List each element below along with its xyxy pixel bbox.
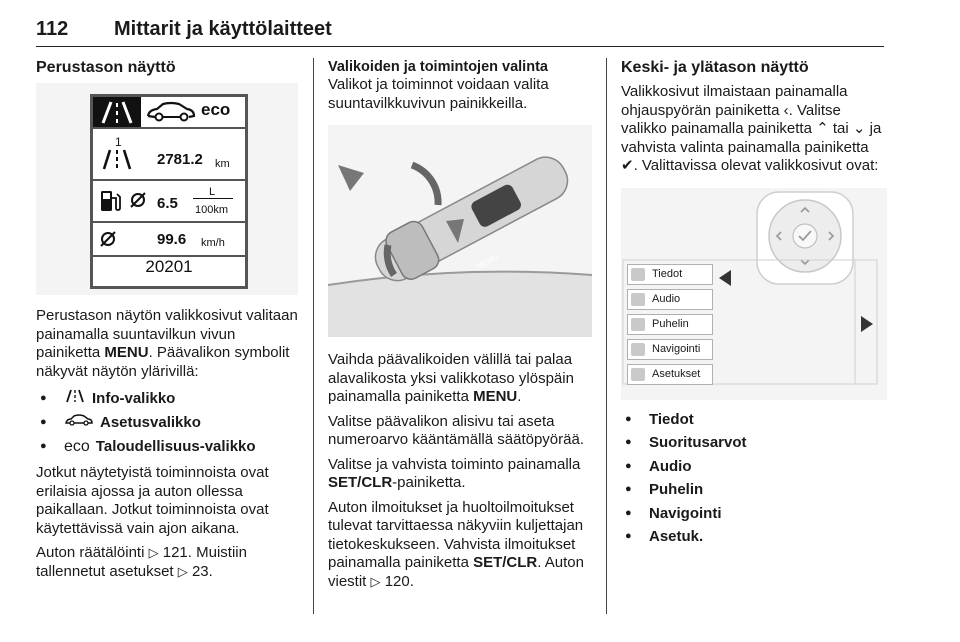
trip-number: 1 [115, 135, 122, 149]
paragraph: Valikkosivut ilmaistaan painamalla ohjauspyörän painiketta ‹. Valitse valikko painamalla painiketta ⌃ tai ⌄ ja vahvista valinta painamalla painiketta ✔. Valittavissa olevat valikkosivut ovat: [621, 83, 882, 174]
main-menu-symbols-list [36, 387, 298, 458]
road-icon [93, 97, 141, 127]
paragraph: Valikot ja toiminnot voidaan valita suuntavilkkuvivun painikkeilla. [328, 76, 549, 112]
list-item: ● Tiedot [621, 408, 887, 432]
chapter-title: Mittarit ja käyttölaitteet [114, 18, 332, 40]
chevron-left-icon: ‹ [783, 101, 789, 119]
paragraph: Auton räätälöinti ▷ 121. Muistiin tallennetut asetukset ▷ 23. [36, 544, 247, 580]
avg-fuel-value: 6.5 [157, 195, 178, 212]
page-header [36, 6, 884, 47]
arrow-left-icon [719, 270, 731, 286]
list-item: ● Asetuk. [621, 525, 887, 549]
menu-item[interactable]: Audio [627, 289, 713, 310]
fuel-pump-icon [99, 189, 121, 219]
avg-speed-value: 99.6 [157, 231, 187, 248]
lever-menu-label: MENU [474, 252, 500, 272]
avg-fuel-unit-top: L [209, 186, 216, 198]
list-item: ● eco Taloudellisuus-valikko [36, 435, 298, 459]
column-basic-display [36, 58, 298, 587]
menu-item[interactable]: Navigointi [627, 339, 713, 360]
chevron-down-icon: ⌄ [852, 120, 866, 137]
lever-illustration [328, 125, 592, 337]
odometer: 20201 [145, 257, 193, 276]
column-divider [606, 58, 607, 614]
paragraph: Auton ilmoitukset ja huoltoilmoitukset tulevat tarvittaessa näkyviin kuljettajan tietokeskukseen. Vahvista ilmoitukset painamalla painiketta SET/CLR. Auton viestit ▷ 120. [328, 498, 584, 590]
turn-signal-lever-figure [328, 125, 592, 337]
arrow-ref-icon: ▷ [177, 563, 188, 579]
section-heading: Perustason näyttö [36, 59, 176, 76]
paragraph: Valitse päävalikon alisivu tai aseta numeroarvo kääntämällä säätöpyörää. [328, 412, 584, 448]
info-icon [631, 268, 645, 281]
road-icon [64, 387, 86, 411]
trip-distance-unit: km [215, 158, 230, 170]
list-item: ● Puhelin [621, 478, 887, 502]
road-icon [99, 147, 135, 177]
menu-item[interactable]: Asetukset [627, 364, 713, 385]
avg-speed-unit: km/h [201, 237, 225, 249]
instrument-cluster-figure [36, 83, 298, 295]
navigation-icon [631, 343, 645, 356]
fraction-bar [193, 198, 233, 199]
column-divider [313, 58, 314, 614]
hand-arrow-icon [338, 165, 364, 191]
list-item: ● Audio [621, 455, 887, 479]
avg-fuel-unit-bottom: 100km [195, 204, 229, 216]
cluster-top-row [93, 97, 245, 129]
chevron-up-icon: ⌃ [816, 120, 829, 137]
paragraph: Vaihda päävalikoiden välillä tai palaa alavalikosta yksi valikkotaso ylöspäin painamalla painiketta MENU. [328, 351, 574, 405]
menu-item[interactable]: Tiedot [627, 264, 713, 285]
eco-icon: eco [64, 437, 90, 455]
arrow-ref-icon: ▷ [148, 545, 159, 561]
eco-label: eco [201, 100, 231, 119]
cluster-speed-row [93, 223, 245, 257]
average-icon [129, 191, 147, 215]
menu-key-label: MENU [104, 344, 149, 361]
list-item: ● Asetusvalikko [36, 411, 298, 435]
menu-list [627, 264, 713, 389]
section-heading: Keski- ja ylätason näyttö [621, 59, 809, 76]
section-heading: Valikoiden ja toimintojen valinta [328, 59, 548, 75]
paragraph: Valitse ja vahvista toiminto painamalla SET/CLR-painiketta. [328, 455, 581, 491]
phone-icon [631, 318, 645, 331]
cluster-fuel-row [93, 181, 245, 223]
menu-item[interactable]: Puhelin [627, 314, 713, 335]
music-icon [631, 293, 645, 306]
average-icon [99, 230, 117, 254]
menu-pages-list [621, 408, 887, 549]
settings-icon [631, 368, 645, 381]
list-item: ● Info-valikko [36, 387, 298, 411]
cluster-display [90, 94, 248, 289]
column-mid-high-display [621, 58, 887, 555]
menu-display-figure [621, 188, 887, 400]
cluster-trip-row [93, 129, 245, 181]
car-icon [145, 99, 197, 131]
check-icon: ✔ [621, 157, 634, 174]
list-item: ● Navigointi [621, 502, 887, 526]
trip-distance-value: 2781.2 [157, 151, 203, 168]
page-number: 112 [36, 18, 69, 40]
column-menu-selection [328, 58, 592, 597]
paragraph: Perustason näytön valikkosivut valitaan painamalla suuntavilkun vivun painiketta MENU. Päävalikon symbolit näkyvät näytön ylärivillä: [36, 307, 298, 380]
arrow-right-icon [861, 316, 873, 332]
arrow-ref-icon: ▷ [370, 573, 381, 589]
paragraph: Jotkut näytetyistä toiminnoista ovat erilaisia ajossa ja auton ollessa paikallaan. Jotkut toiminnoista ovat käytettävissä vain ajon aikana. [36, 464, 269, 537]
list-item: ● Suoritusarvot [621, 431, 887, 455]
car-icon [64, 411, 94, 435]
